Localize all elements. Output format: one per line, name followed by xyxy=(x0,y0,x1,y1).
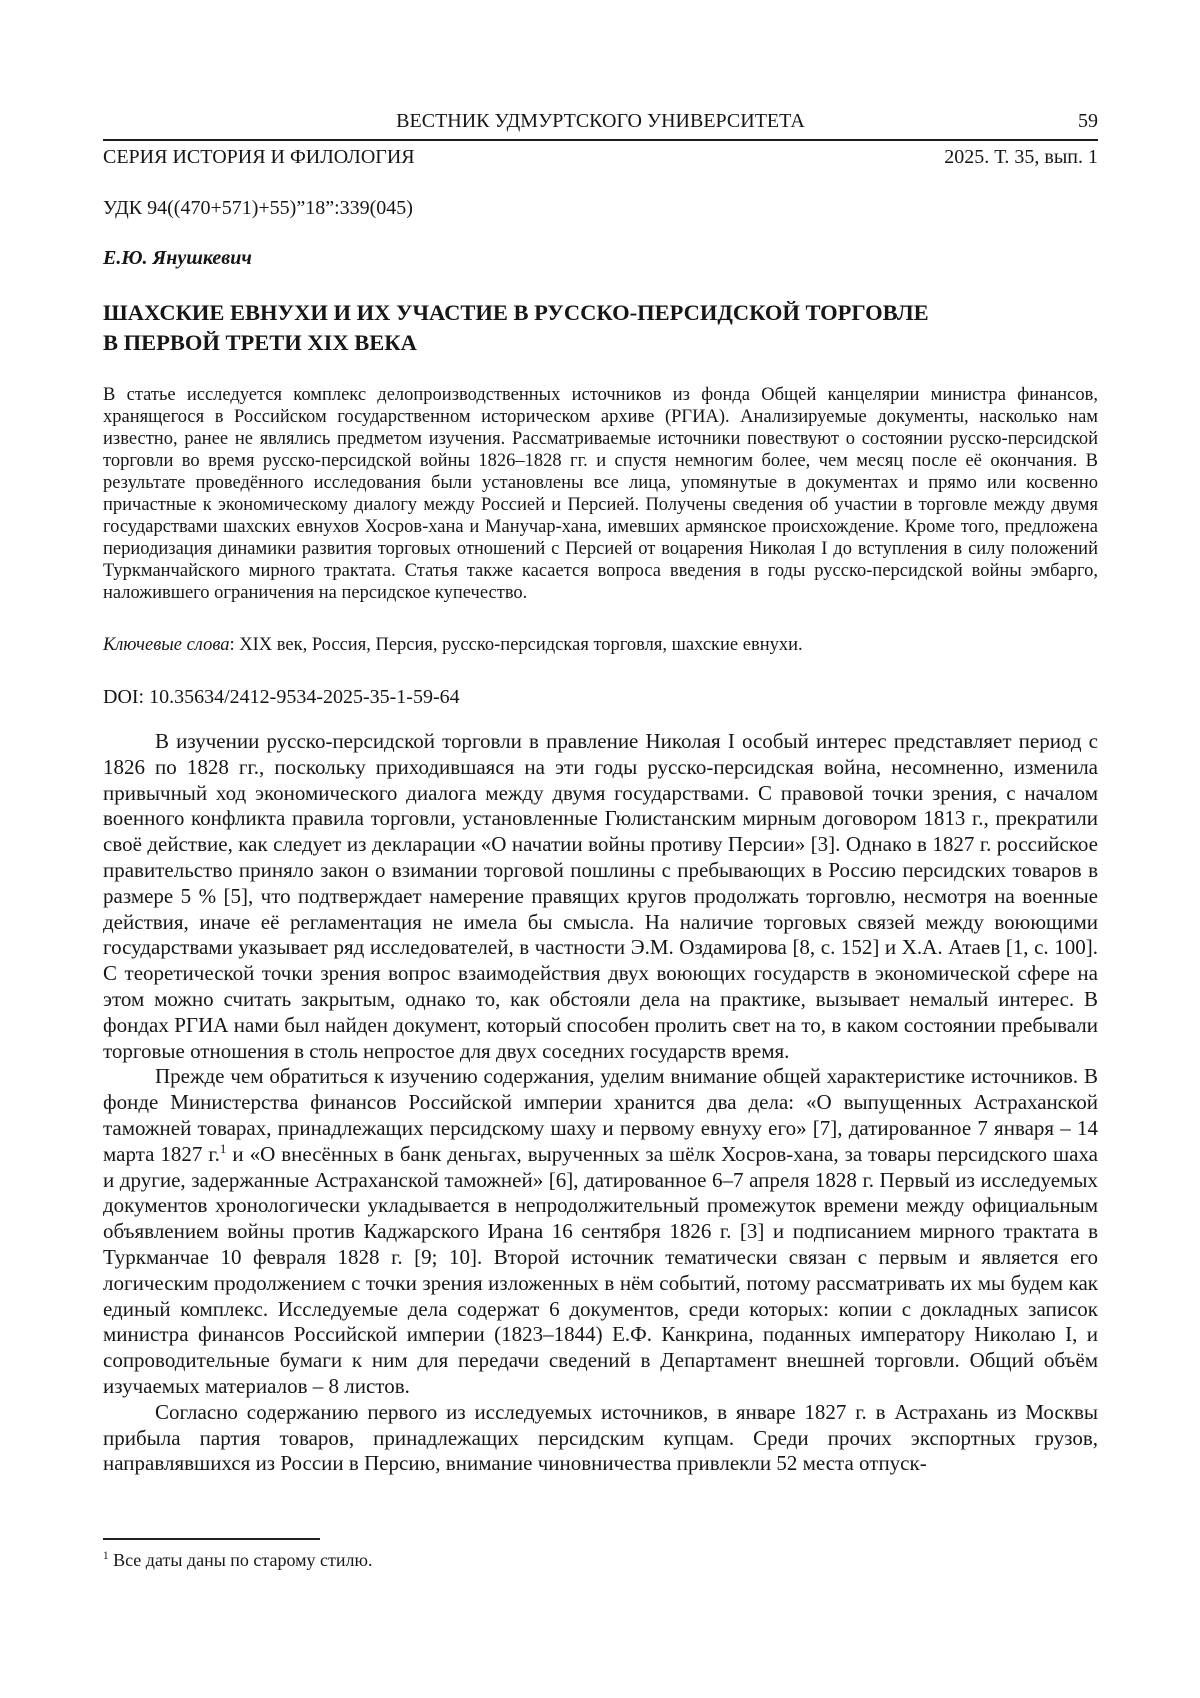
volume-issue: 2025. Т. 35, вып. 1 xyxy=(944,146,1098,168)
running-head-row-1 xyxy=(103,110,1098,132)
body-paragraph-2-text: Прежде чем обратиться к изучению содержания, уделим внимание общей характеристике источников. В фонде Министерства финансов Российской империи хранится два дела: «О выпущенных Астраханской таможней товарах, принадлежащих персидскому шаху и первому евнуху его» [7], датированное 7 января – 14 марта 1827 г. xyxy=(103,1064,1098,1166)
keywords-list: : XIX век, Россия, Персия, русско-персидская торговля, шахские евнухи. xyxy=(229,635,803,655)
article-title-line-1: ШАХСКИЕ ЕВНУХИ И ИХ УЧАСТИЕ В РУССКО-ПЕРСИДСКОЙ ТОРГОВЛЕ xyxy=(103,300,929,325)
running-head xyxy=(103,110,1098,168)
journal-title: ВЕСТНИК УДМУРТСКОГО УНИВЕРСИТЕТА xyxy=(396,110,805,132)
article-title xyxy=(103,298,1098,358)
author-name: Е.Ю. Янушкевич xyxy=(103,247,252,269)
body-paragraph-1: В изучении русско-персидской торговли в правление Николая I особый интерес представляет период с 1826 по 1828 гг., поскольку приходившаяся на эти годы русско-персидская война, несомненно, изменила привычный ход экономического диалога между двумя государствами. С правовой точки зрения, с началом военного конфликта правила торговли, установленные Гюлистанским мирным договором 1813 г., прекратили своё действие, как следует из декларации «О начатии войны противу Персии» [3]. Однако в 1827 г. российское правительство приняло закон о взимании торговой пошлины с пребывающих в Россию персидских товаров в размере 5 % [5], что подтверждает намерение правящих кругов продолжать торговлю, несмотря на военные действия, иначе её регламентация не имела бы смысла. На наличие торговых связей между воюющими государствами указывает ряд исследователей, в частности Э.М. Оздамирова [8, с. 152] и Х.А. Атаев [1, с. 100]. С теоретической точки зрения вопрос взаимодействия двух воюющих государств в экономической сфере на этом можно считать закрытым, однако то, как обстояли дела на практике, вызывает немалый интерес. В фондах РГИА нами был найден документ, который способен пролить свет на то, в каком состоянии пребывали торговые отношения в столь непростое для двух соседних государств время. xyxy=(103,729,1098,1063)
page-number: 59 xyxy=(1078,110,1098,132)
footnote-1-marker: 1 xyxy=(103,1550,109,1562)
footnote-1 xyxy=(103,1549,1098,1571)
footnote-1-text: Все даты даны по старому стилю. xyxy=(108,1550,373,1570)
body-paragraph-2-continuation: и «О внесённых в банк деньгах, вырученных за шёлк Хосров-хана, за товары персидского шаха и другие, задержанные Астраханской таможней» [6], датированное 6–7 апреля 1828 г. Первый из исследуемых документов хронологически укладывается в непродолжительный промежуток времени между официальным объявлением войны против Каджарского Ирана 16 сентября 1826 г. [3] и подписанием мирного трактата в Туркманчае 10 февраля 1828 г. [9; 10]. Второй источник тематически связан с первым и является его логическим продолжением с точки зрения изложенных в нём событий, потому рассматривать их мы будем как единый комплекс. Исследуемые дела содержат 6 документов, среди которых: копии с докладных записок министра финансов Российской империи (1823–1844) Е.Ф. Канкрина, поданных императору Николаю I, и сопроводительные бумаги к ним для передачи сведений в Департамент внешней торговли. Общий объём изучаемых материалов – 8 листов. xyxy=(103,1141,1098,1398)
doi-line: DOI: 10.35634/2412-9534-2025-35-1-59-64 xyxy=(103,686,460,708)
footnote-reference-marker: 1 xyxy=(219,1140,227,1156)
footnote-separator-rule xyxy=(103,1538,320,1540)
keywords-label: Ключевые слова xyxy=(103,635,230,655)
header-rule xyxy=(103,139,1098,141)
body-paragraph-3: Согласно содержанию первого из исследуемых источников, в январе 1827 г. в Астрахань из Москвы прибыла партия товаров, принадлежащих персидским купцам. Среди прочих экспортных грузов, направлявшихся из России в Персию, внимание чиновничества привлекли 52 места отпуск- xyxy=(103,1399,1098,1476)
keywords-line xyxy=(103,634,1098,656)
running-head-row-2 xyxy=(103,146,1098,168)
footnote-area xyxy=(103,1538,1098,1571)
abstract-text: В статье исследуется комплекс делопроизводственных источников из фонда Общей канцелярии министра финансов, хранящегося в Российском государственном историческом архиве (РГИА). Анализируемые документы, насколько нам известно, ранее не являлись предметом изучения. Рассматриваемые источники повествуют о состоянии русско-персидской торговли во время русско-персидской войны 1826–1828 гг. и спустя немногим более, чем месяц после её окончания. В результате проведённого исследования были установлены все лица, упомянутые в документах и прямо или косвенно причастные к экономическому диалогу между Россией и Персией. Получены сведения об участии в торговле между двумя государствами шахских евнухов Хосров-хана и Манучар-хана, имевших армянское происхождение. Кроме того, предложена периодизация динамики развития торговых отношений с Персией от воцарения Николая I до вступления в силу положений Туркманчайского мирного трактата. Статья также касается вопроса введения в годы русско-персидской войны эмбарго, наложившего ограничения на персидское купечество. xyxy=(103,385,1098,603)
udc-code: УДК 94((470+571)+55)”18”:339(045) xyxy=(103,197,413,219)
series-title: СЕРИЯ ИСТОРИЯ И ФИЛОЛОГИЯ xyxy=(103,146,415,168)
article-body xyxy=(103,729,1098,1477)
article-title-line-2: В ПЕРВОЙ ТРЕТИ XIX ВЕКА xyxy=(103,330,417,355)
body-paragraph-2 xyxy=(103,1064,1098,1399)
